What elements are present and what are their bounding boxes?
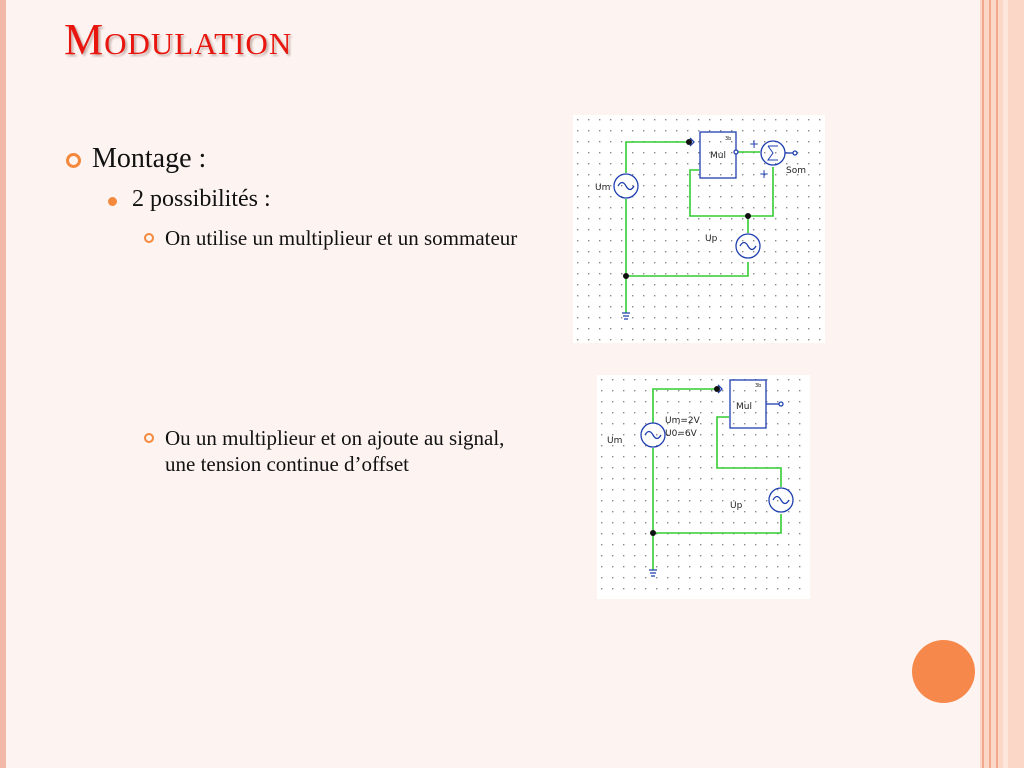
som-label: Som	[786, 166, 806, 176]
plus-sign: +	[749, 137, 760, 151]
ring-bullet-icon	[66, 153, 81, 168]
bullet-text: 2 possibilités :	[132, 186, 271, 212]
plus-sign: +	[759, 167, 770, 181]
up-label: Up	[730, 501, 743, 511]
dot-bullet-icon	[108, 197, 117, 206]
um-label: Um	[595, 183, 611, 193]
right-stripe	[996, 0, 998, 768]
source-amplitude: Um=2V	[665, 416, 700, 426]
mul-tag: 3b	[755, 383, 762, 389]
bullet-text: Montage :	[92, 143, 207, 174]
grid-background	[573, 115, 825, 343]
mul-tag: 3b	[725, 136, 732, 142]
right-stripe	[989, 0, 991, 768]
mul-label: Mul	[736, 402, 752, 412]
um-label: Um	[607, 436, 623, 446]
source-offset: U0=6V	[665, 429, 697, 439]
slide-title: Modulation	[64, 15, 293, 64]
right-stripe	[1003, 0, 1008, 768]
left-edge-rule	[0, 0, 6, 768]
ring-bullet-icon	[144, 233, 154, 243]
circuit-diagram-summer	[573, 115, 825, 343]
right-decorative-band	[980, 0, 1024, 768]
grid-background	[597, 375, 810, 599]
up-label: Up	[705, 234, 718, 244]
decorative-circle	[912, 640, 975, 703]
right-stripe	[982, 0, 984, 768]
bullet-text: On utilise un multiplieur et un sommateur	[165, 226, 518, 250]
circuit-diagram-offset	[597, 375, 810, 599]
mul-label: Mul	[710, 151, 726, 161]
ring-bullet-icon	[144, 433, 154, 443]
bullet-text: Ou un multiplieur et on ajoute au signal, une tension continue d’offset	[165, 426, 505, 477]
